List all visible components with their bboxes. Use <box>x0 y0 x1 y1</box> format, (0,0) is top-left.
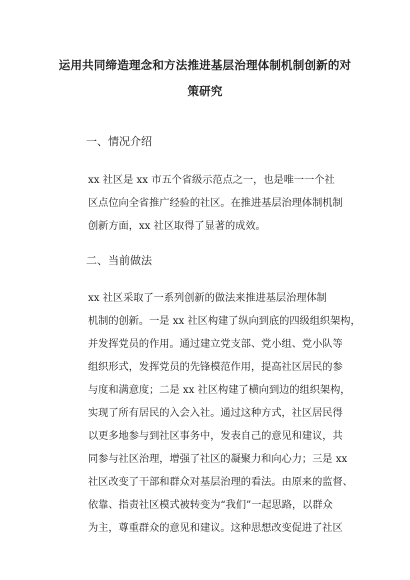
paragraph-current-practice <box>88 287 361 540</box>
paragraph-line: 组织形式，发挥党员的先锋模范作用，提高社区居民的参 <box>88 362 343 373</box>
paragraph-intro <box>88 169 350 238</box>
paragraph-line: xx 社区采取了一系列创新的做法来推进基层治理体制 <box>88 293 327 304</box>
title-line-1: 运用共同缔造理念和方法推进基层治理体制机制创新的对 <box>58 58 352 72</box>
document-title <box>55 52 355 104</box>
paragraph-line: 同参与社区治理，增强了社区的凝聚力和向心力；三是 xx <box>88 454 348 465</box>
paragraph-line: 机制的创新。一是 xx 社区构建了纵向到底的四级组织架构， <box>88 316 361 327</box>
section-heading-intro: 一、情况介绍 <box>86 135 152 148</box>
paragraph-line: xx 社区是 xx 市五个省级示范点之一，也是唯一一个社 <box>88 175 335 186</box>
paragraph-line: 与度和满意度；二是 xx 社区构建了横向到边的组织架构， <box>88 385 351 396</box>
title-line-2: 策研究 <box>187 84 223 98</box>
paragraph-line: 依靠、指责社区模式被转变为“我们”一起思路，以群众 <box>88 500 333 511</box>
paragraph-line: 并发挥党员的作用。通过建立党支部、党小组、党小队等 <box>88 339 343 350</box>
section-heading-current-practice: 二、当前做法 <box>86 254 152 267</box>
paragraph-line: 创新方面，xx 社区取得了显著的成效。 <box>88 221 266 232</box>
paragraph-line: 以更多地参与到社区事务中，发表自己的意见和建议，共 <box>88 431 343 442</box>
paragraph-line: 实现了所有居民的入会入社。通过这种方式，社区居民得 <box>88 408 343 419</box>
paragraph-line: 区点位向全省推广经验的社区。在推进基层治理体制机制 <box>88 198 343 209</box>
paragraph-line: 为主，尊重群众的意见和建议。这种思想改变促进了社区 <box>88 523 343 534</box>
paragraph-line: 社区改变了干部和群众对基层治理的看法。由原来的监督、 <box>88 477 353 488</box>
